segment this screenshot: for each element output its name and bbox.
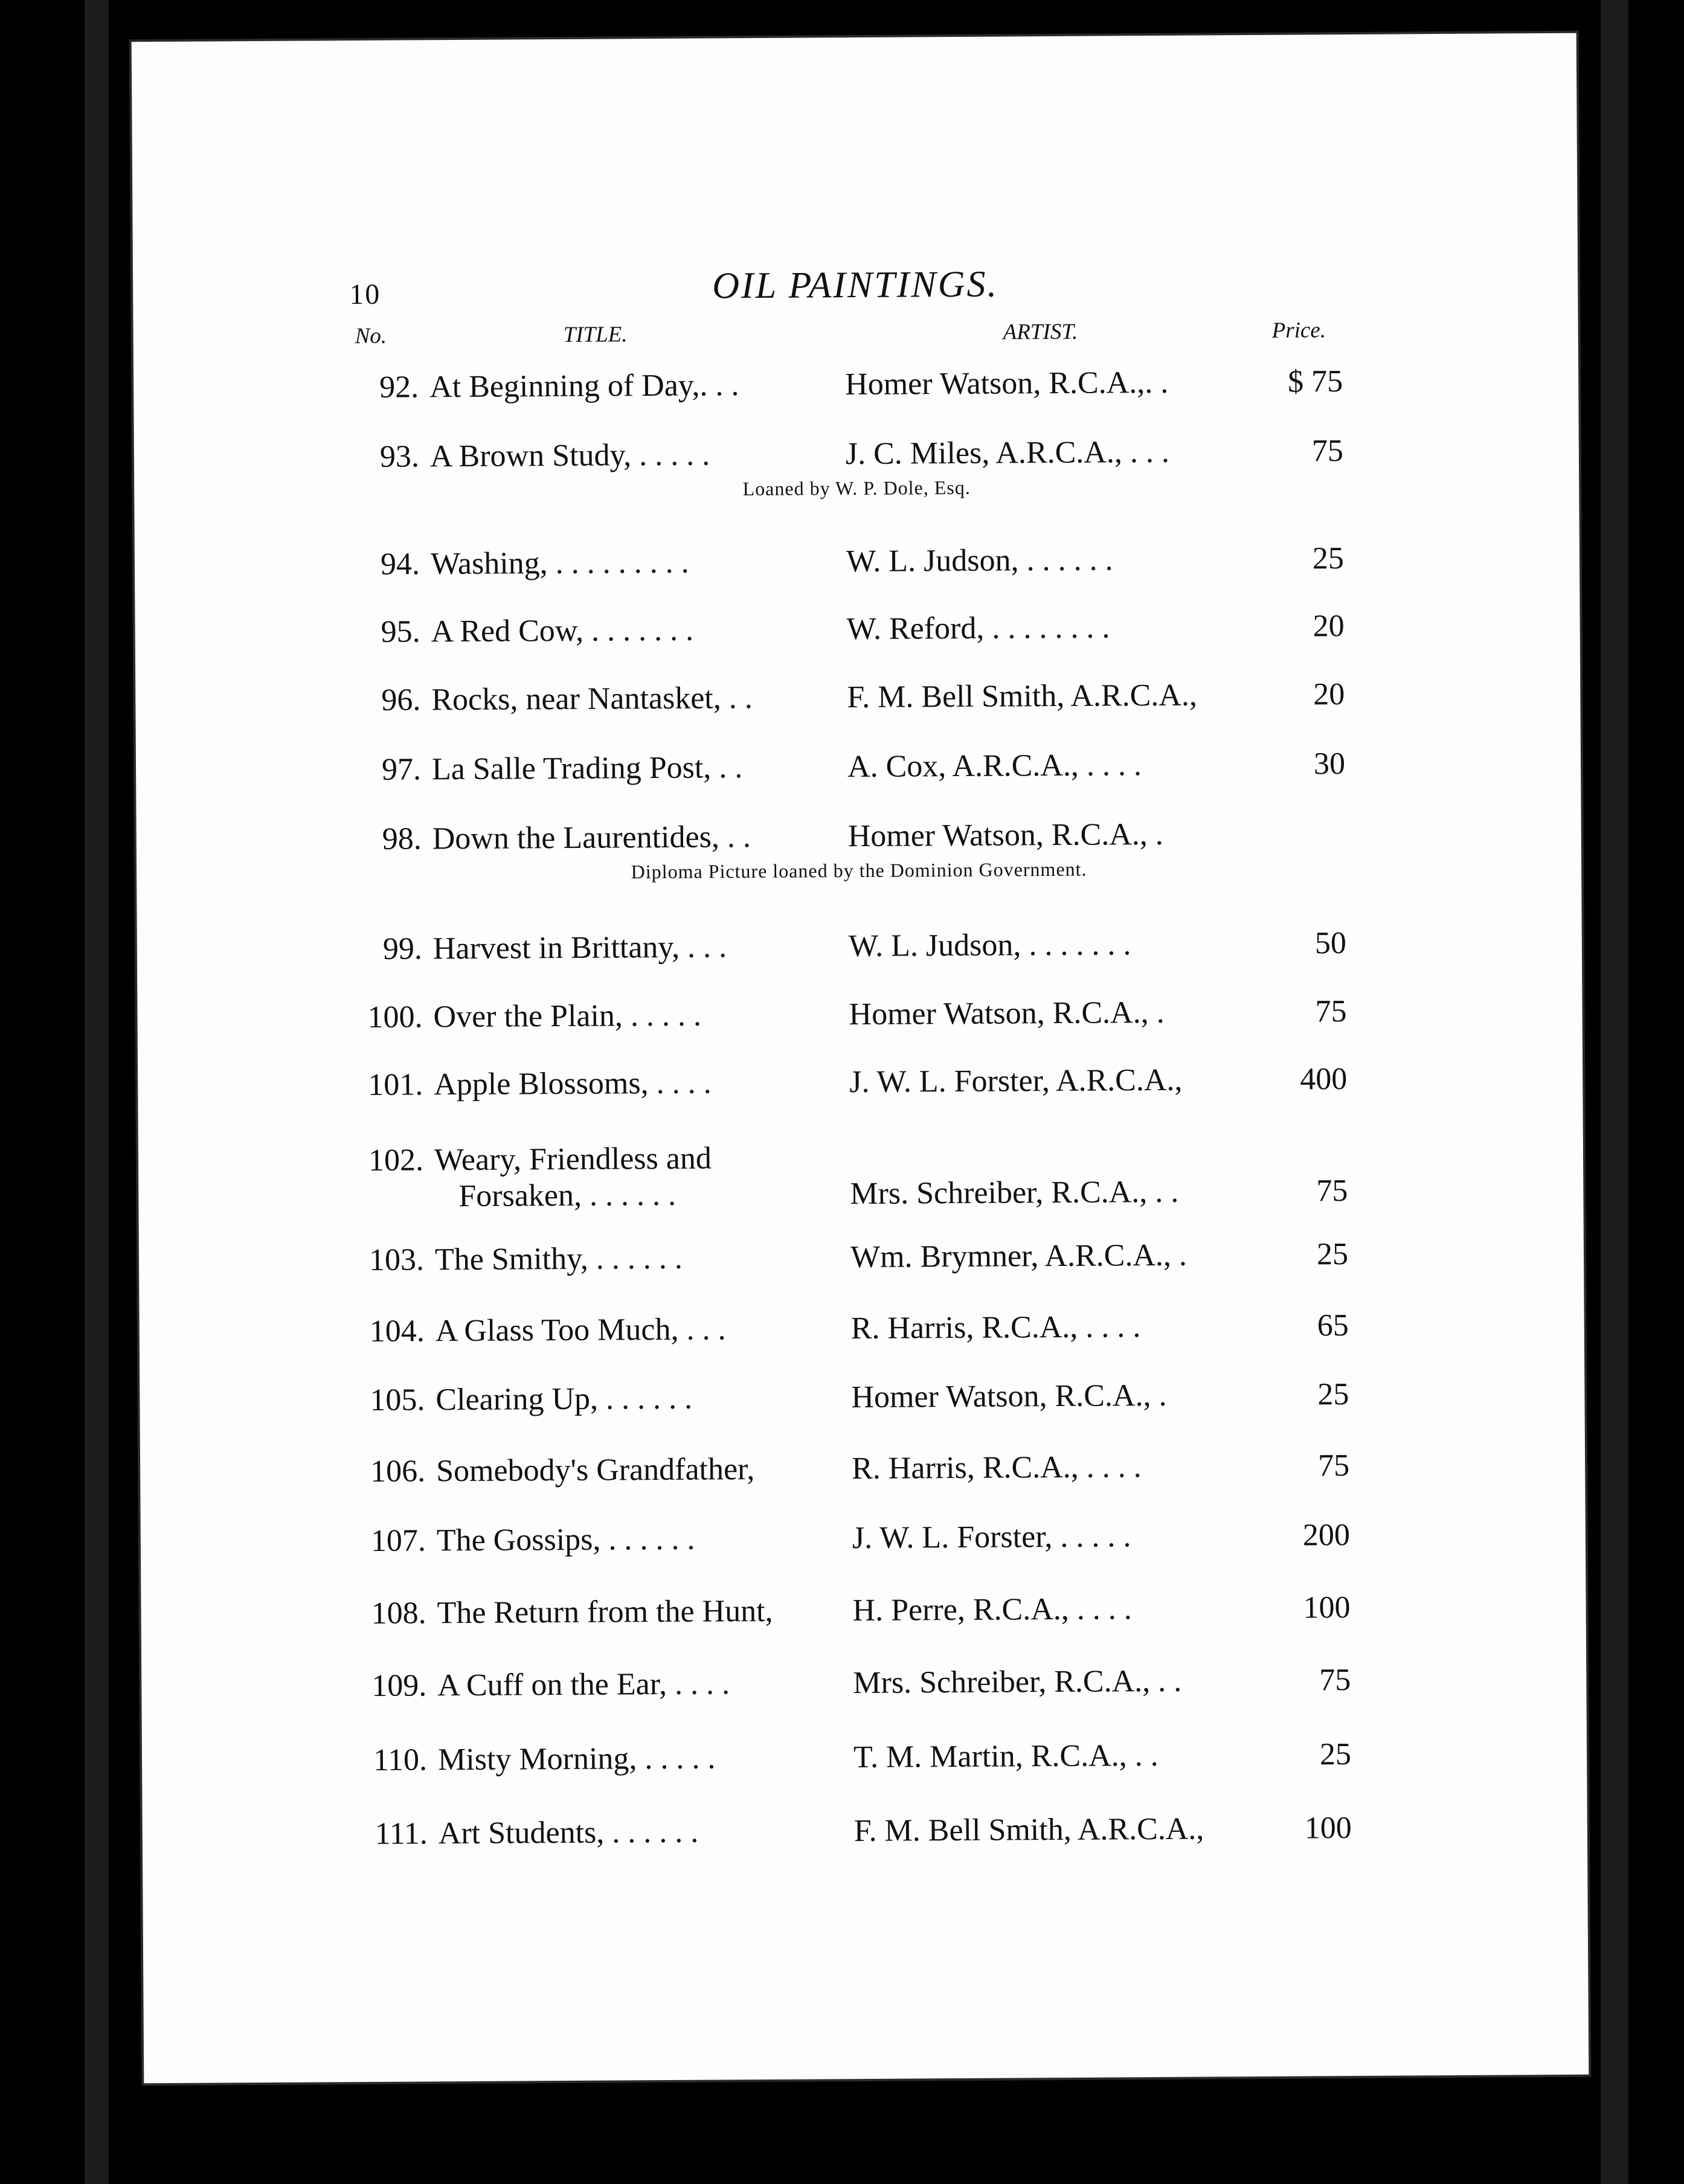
- entry-number: 100.: [367, 1000, 423, 1035]
- entry-title: Washing, . . . . . . . . .: [430, 545, 689, 582]
- entry-artist: W. L. Judson, . . . . . . .: [848, 927, 1131, 964]
- entry-title: The Return from the Hunt,: [437, 1593, 773, 1631]
- entry-number: 103.: [368, 1242, 425, 1277]
- entry-number: 107.: [370, 1523, 426, 1558]
- entry-price: 400: [1300, 1062, 1348, 1097]
- painting-entry: [135, 539, 1580, 582]
- page-header: [133, 260, 1578, 317]
- painting-entry: [136, 745, 1581, 787]
- entry-title: Rocks, near Nantasket, . .: [431, 681, 753, 718]
- section-title: OIL PAINTINGS.: [712, 263, 999, 307]
- entry-artist: T. M. Martin, R.C.A., . .: [853, 1738, 1159, 1775]
- painting-entry: [134, 432, 1579, 474]
- entry-artist: Homer Watson, R.C.A., .: [847, 817, 1163, 854]
- entry-price: 100: [1303, 1590, 1351, 1625]
- entry-price: 20: [1313, 609, 1345, 644]
- entry-title: Clearing Up, . . . . . .: [435, 1381, 693, 1418]
- entry-price: 25: [1317, 1377, 1349, 1412]
- entry-title: Somebody's Grandfather,: [435, 1452, 755, 1489]
- entry-number: 92.: [379, 370, 419, 405]
- entry-number: 108.: [371, 1596, 426, 1631]
- film-edge-left: [85, 0, 109, 2184]
- entry-title: A Glass Too Much, . . .: [435, 1312, 726, 1349]
- entry-price: 75: [1315, 994, 1347, 1029]
- entry-artist: W. Reford, . . . . . . . .: [846, 610, 1110, 647]
- entry-price: 25: [1312, 541, 1345, 576]
- entry-artist: J. W. L. Forster, A.R.C.A.,: [849, 1062, 1183, 1100]
- column-header-no: No.: [355, 323, 387, 349]
- painting-entry: [137, 924, 1582, 966]
- entry-artist: J. C. Miles, A.R.C.A., . . .: [845, 434, 1170, 472]
- entry-title: A Brown Study, . . . . .: [429, 437, 710, 474]
- painting-entry: [135, 675, 1580, 718]
- painting-entry: [143, 1809, 1587, 1851]
- column-headers: [133, 316, 1578, 355]
- entry-number: 97.: [381, 752, 422, 787]
- column-header-price: Price.: [1271, 318, 1326, 343]
- painting-entry: [137, 992, 1582, 1035]
- entry-artist: Homer Watson, R.C.A., .: [851, 1378, 1167, 1415]
- entry-artist: F. M. Bell Smith, A.R.C.A.,: [847, 678, 1198, 715]
- painting-entry: [140, 1375, 1584, 1418]
- entry-price: 20: [1313, 677, 1345, 712]
- entry-number: 94.: [380, 547, 420, 582]
- painting-entry: [138, 1060, 1583, 1102]
- entry-number: 98.: [382, 821, 422, 856]
- entry-price: 75: [1316, 1174, 1348, 1209]
- painting-entry: [141, 1588, 1586, 1631]
- entry-price: 75: [1317, 1448, 1350, 1483]
- entry-number: 109.: [371, 1668, 427, 1703]
- entry-artist: Homer Watson, R.C.A.,. .: [845, 365, 1169, 402]
- entry-price: 75: [1311, 434, 1344, 469]
- painting-entry: [137, 814, 1581, 856]
- painting-entry: [138, 1135, 1583, 1214]
- entry-artist: Mrs. Schreiber, R.C.A., . .: [853, 1663, 1182, 1701]
- entry-price: 100: [1304, 1811, 1352, 1846]
- entry-price: 25: [1319, 1737, 1352, 1772]
- catalogue-page: [132, 33, 1589, 2084]
- loan-note: Loaned by W. P. Dole, Esq.: [742, 476, 971, 500]
- entry-price: $ 75: [1287, 364, 1343, 399]
- column-header-title: TITLE.: [563, 322, 628, 347]
- painting-entry: [140, 1447, 1585, 1489]
- entry-price: 65: [1317, 1308, 1349, 1343]
- entry-number: 105.: [370, 1383, 425, 1418]
- film-edge-right: [1601, 0, 1628, 2184]
- entry-number: 111.: [374, 1816, 428, 1851]
- entry-title: Down the Laurentides, . .: [432, 820, 751, 856]
- entry-artist: R. Harris, R.C.A., . . . .: [851, 1450, 1142, 1486]
- entry-artist: J. W. L. Forster, . . . . .: [852, 1519, 1131, 1556]
- entry-title: Weary, Friendless and: [434, 1141, 712, 1178]
- painting-entry: [141, 1516, 1586, 1558]
- entry-price: 75: [1319, 1663, 1351, 1698]
- entry-artist: Wm. Brymner, A.R.C.A., .: [850, 1238, 1187, 1275]
- column-header-artist: ARTIST.: [1003, 319, 1078, 345]
- entry-number: 99.: [382, 931, 423, 966]
- entry-number: 110.: [373, 1742, 428, 1778]
- entry-number: 95.: [381, 614, 420, 649]
- entry-title-continued: Forsaken, . . . . . .: [458, 1177, 676, 1214]
- entry-price: 200: [1302, 1518, 1351, 1553]
- entry-price: 25: [1316, 1237, 1349, 1272]
- entry-number: 96.: [381, 682, 421, 718]
- entry-title: A Red Cow, . . . . . . .: [431, 612, 694, 649]
- entry-title: Art Students, . . . . . .: [438, 1814, 699, 1851]
- entry-title: Misty Morning, . . . . .: [437, 1741, 716, 1778]
- entry-title: A Cuff on the Ear, . . . .: [437, 1666, 730, 1703]
- painting-entry: [139, 1235, 1584, 1277]
- page-number: 10: [349, 278, 381, 311]
- entry-artist: H. Perre, R.C.A., . . . .: [852, 1591, 1132, 1628]
- entry-number: 104.: [369, 1314, 425, 1349]
- entry-artist: W. L. Judson, . . . . . .: [846, 542, 1113, 579]
- entry-title: Apple Blossoms, . . . .: [434, 1065, 712, 1102]
- painting-entry: [141, 1661, 1586, 1703]
- entry-artist: R. Harris, R.C.A., . . . .: [850, 1309, 1141, 1346]
- entry-number: 93.: [379, 439, 420, 474]
- entry-artist: A. Cox, A.R.C.A., . . . .: [847, 748, 1142, 785]
- entry-artist: F. M. Bell Smith, A.R.C.A.,: [853, 1811, 1204, 1849]
- entry-title: La Salle Trading Post, . .: [431, 750, 743, 787]
- entry-title: The Gossips, . . . . . .: [436, 1521, 695, 1558]
- entry-title: At Beginning of Day,. . .: [429, 368, 739, 405]
- entry-title: Over the Plain, . . . . .: [433, 998, 702, 1035]
- entry-artist: Homer Watson, R.C.A., .: [849, 995, 1165, 1032]
- entry-number: 101.: [368, 1067, 423, 1102]
- entry-number: 102.: [368, 1143, 424, 1178]
- entry-price: 30: [1313, 747, 1346, 782]
- painting-entry: [135, 607, 1580, 649]
- painting-entry: [133, 362, 1578, 405]
- entry-title: The Smithy, . . . . . .: [434, 1241, 683, 1277]
- entry-price: 50: [1314, 926, 1347, 961]
- entry-title: Harvest in Brittany, . . .: [432, 930, 727, 966]
- entry-number: 106.: [370, 1454, 426, 1489]
- painting-entry: [140, 1306, 1584, 1349]
- painting-entry: [142, 1735, 1587, 1778]
- loan-note: Diploma Picture loaned by the Dominion Government.: [631, 858, 1087, 883]
- entry-artist: Mrs. Schreiber, R.C.A., . .: [850, 1174, 1179, 1212]
